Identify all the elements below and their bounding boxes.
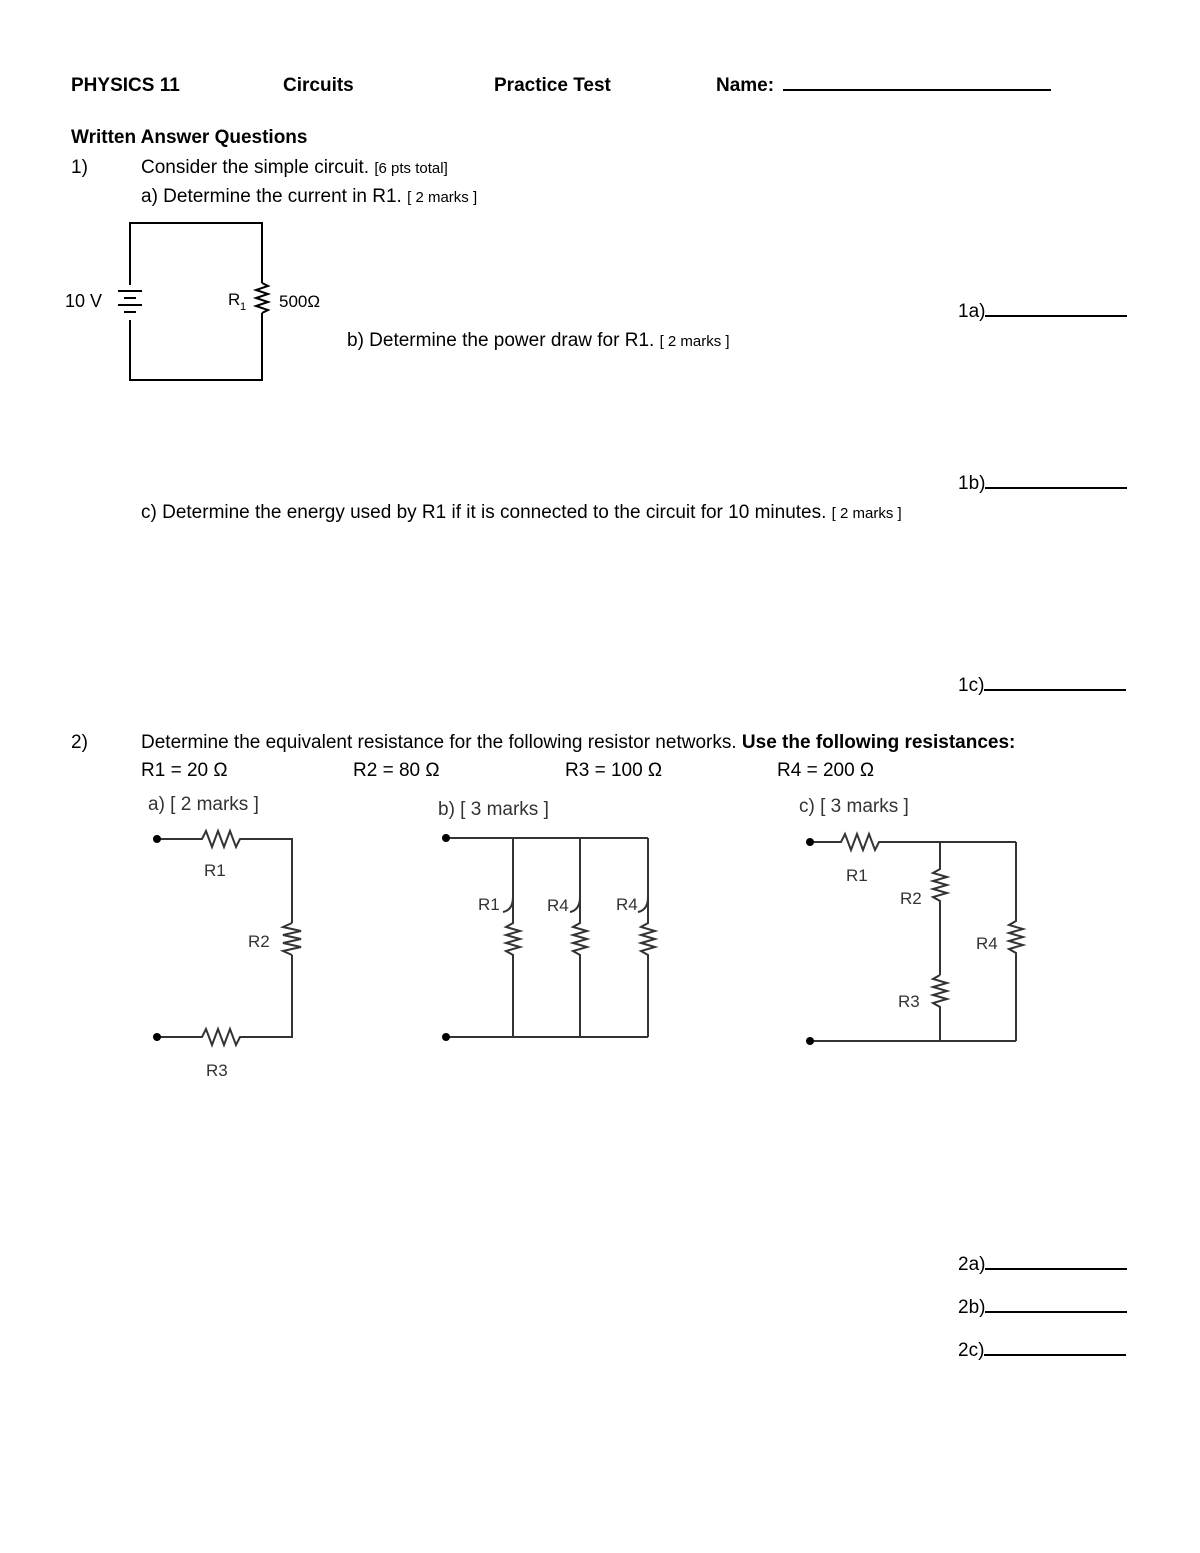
answer-2b-blank[interactable] [985,1311,1127,1313]
answer-2c [958,1341,1126,1360]
network-a-r3-label: R3 [206,1061,228,1080]
resistor-r1-value: 500Ω [279,292,321,311]
q1-prompt-text: Consider the simple circuit. [141,157,370,178]
answer-2a [958,1255,1127,1274]
answer-2b [958,1298,1127,1317]
name-label: Name: [716,75,775,96]
network-a-heading: a) [ 2 marks ] [148,794,259,815]
q2-prompt-text: Determine the equivalent resistance for the following resistor networks. [141,732,737,753]
answer-1b-blank[interactable] [985,487,1127,489]
q1-points: [6 pts total] [374,160,448,177]
network-c-top-terminal [806,838,814,846]
network-c-bottom-terminal [806,1037,814,1045]
answer-2b-label: 2b) [958,1297,986,1318]
simple-circuit-diagram [60,215,350,390]
answer-1a-blank[interactable] [985,315,1127,317]
network-a-diagram [140,785,320,1095]
network-b-bottom-terminal [442,1033,450,1041]
q2-number: 2) [71,732,88,753]
answer-2c-blank[interactable] [984,1354,1126,1356]
answer-2a-blank[interactable] [985,1268,1127,1270]
q1b-text: b) Determine the power draw for R1. [347,330,655,351]
q1a-text: a) Determine the current in R1. [141,186,402,207]
network-b-top-terminal [442,834,450,842]
q2-prompt [141,733,1015,752]
network-a-r1-label: R1 [204,861,226,880]
network-c-diagram [795,785,1035,1055]
resistance-r4: R4 = 200 Ω [777,760,875,781]
name-blank[interactable] [783,89,1051,91]
resistance-r3: R3 = 100 Ω [565,760,663,781]
q1c-marks: [ 2 marks ] [831,505,902,522]
network-c-r1-label: R1 [846,866,868,885]
resistor-r1-subscript: 1 [240,301,247,313]
network-b-heading: b) [ 3 marks ] [438,799,549,820]
q2-prompt-bold: Use the following resistances: [741,732,1016,753]
name-row [716,76,1051,95]
network-b-r4a-label: R4 [547,896,569,915]
network-c-r3-label: R3 [898,992,920,1011]
answer-1b [958,474,1127,493]
q1a-question [141,187,477,206]
resistance-r2: R2 = 80 Ω [353,760,440,781]
q1b-marks: [ 2 marks ] [659,333,730,350]
network-a-top-terminal [153,835,161,843]
answer-1a [958,302,1127,321]
q1c-text: c) Determine the energy used by R1 if it is connected to the circuit for 10 minutes. [141,502,827,523]
q1b-question [347,331,730,350]
answer-1c-blank[interactable] [984,689,1126,691]
network-c-r2-label: R2 [900,889,922,908]
q1-prompt [141,158,448,177]
q1-number: 1) [71,157,88,178]
network-c-heading: c) [ 3 marks ] [799,796,909,817]
q1a-marks: [ 2 marks ] [407,189,478,206]
resistance-r1: R1 = 20 Ω [141,760,228,781]
answer-1a-label: 1a) [958,301,986,322]
network-c-r4-label: R4 [976,934,998,953]
answer-2c-label: 2c) [958,1340,985,1361]
answer-1c [958,676,1126,695]
test-type: Practice Test [494,75,611,96]
answer-1b-label: 1b) [958,473,986,494]
battery-voltage-label: 10 V [65,291,103,311]
answer-1c-label: 1c) [958,675,985,696]
course-title: PHYSICS 11 [71,75,180,96]
network-b-diagram [432,785,672,1055]
q1c-question [141,503,902,522]
section-title: Written Answer Questions [71,127,308,148]
answer-2a-label: 2a) [958,1254,986,1275]
unit-title: Circuits [283,75,354,96]
network-a-bottom-terminal [153,1033,161,1041]
network-a-r2-label: R2 [248,932,270,951]
resistor-r1-label: R [228,290,241,309]
network-b-r1-label: R1 [478,895,500,914]
network-b-r4b-label: R4 [616,895,638,914]
